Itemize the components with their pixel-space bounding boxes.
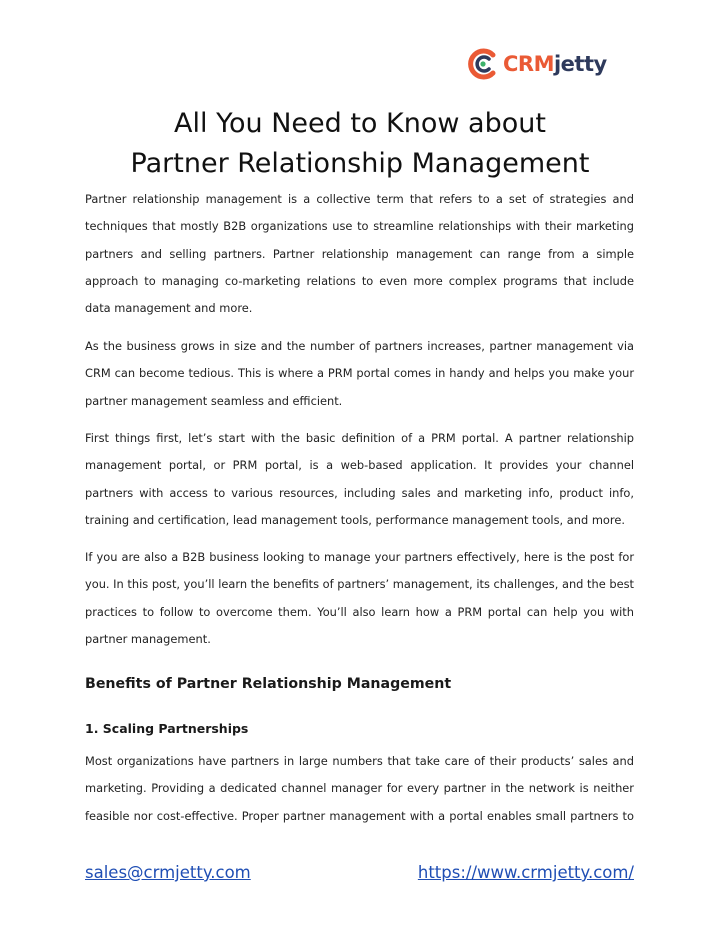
footer-website-link[interactable]: https://www.crmjetty.com/ bbox=[417, 863, 634, 882]
paragraph-scaling: Most organizations have partners in large numbers that take care of their products’ sales and marketing. Providing a dedicated channel manager for every partner in the network is neither feasible nor cost-effective. Proper partner management with a portal enables small partners to bbox=[85, 754, 634, 823]
paragraph-post-overview: If you are also a B2B business looking to manage your partners effectively, here is the post for you. In this post, you’ll learn the benefits of partners’ management, its challenges, and the best practices to follow to overcome them. You’ll also learn how a PRM portal can help you with partner management. bbox=[85, 550, 634, 646]
document-title: All You Need to Know about Partner Relationship Management bbox=[130, 108, 590, 179]
crmjetty-logo-icon bbox=[466, 47, 500, 81]
logo-jetty-text: jetty bbox=[553, 51, 607, 76]
paragraph-crm-tedious: As the business grows in size and the number of partners increases, partner management via CRM can become tedious. This is where a PRM portal comes in handy and helps you make your partner management seamless and efficient. bbox=[85, 339, 634, 408]
paragraph-intro: Partner relationship management is a collective term that refers to a set of strategies and techniques that mostly B2B organizations use to streamline relationships with their marketing partners and selling partners. Partner relationship management can range from a simple approach to managing co-marketing relations to even more complex programs that include data management and more. bbox=[85, 192, 634, 316]
section-heading-benefits: Benefits of Partner Relationship Management bbox=[85, 676, 452, 692]
logo-wordmark bbox=[503, 51, 607, 76]
footer-email-link[interactable]: sales@crmjetty.com bbox=[85, 863, 251, 882]
logo-crm-text: CRM bbox=[503, 51, 554, 76]
subsection-heading-scaling: 1. Scaling Partnerships bbox=[85, 721, 249, 736]
crmjetty-logo bbox=[466, 44, 607, 84]
paragraph-prm-definition: First things first, let’s start with the basic definition of a PRM portal. A partner relationship management portal, or PRM portal, is a web-based application. It provides your channel partners with access to various resources, including sales and marketing info, product info, training and certification, lead management tools, performance management tools, and more. bbox=[85, 431, 634, 527]
